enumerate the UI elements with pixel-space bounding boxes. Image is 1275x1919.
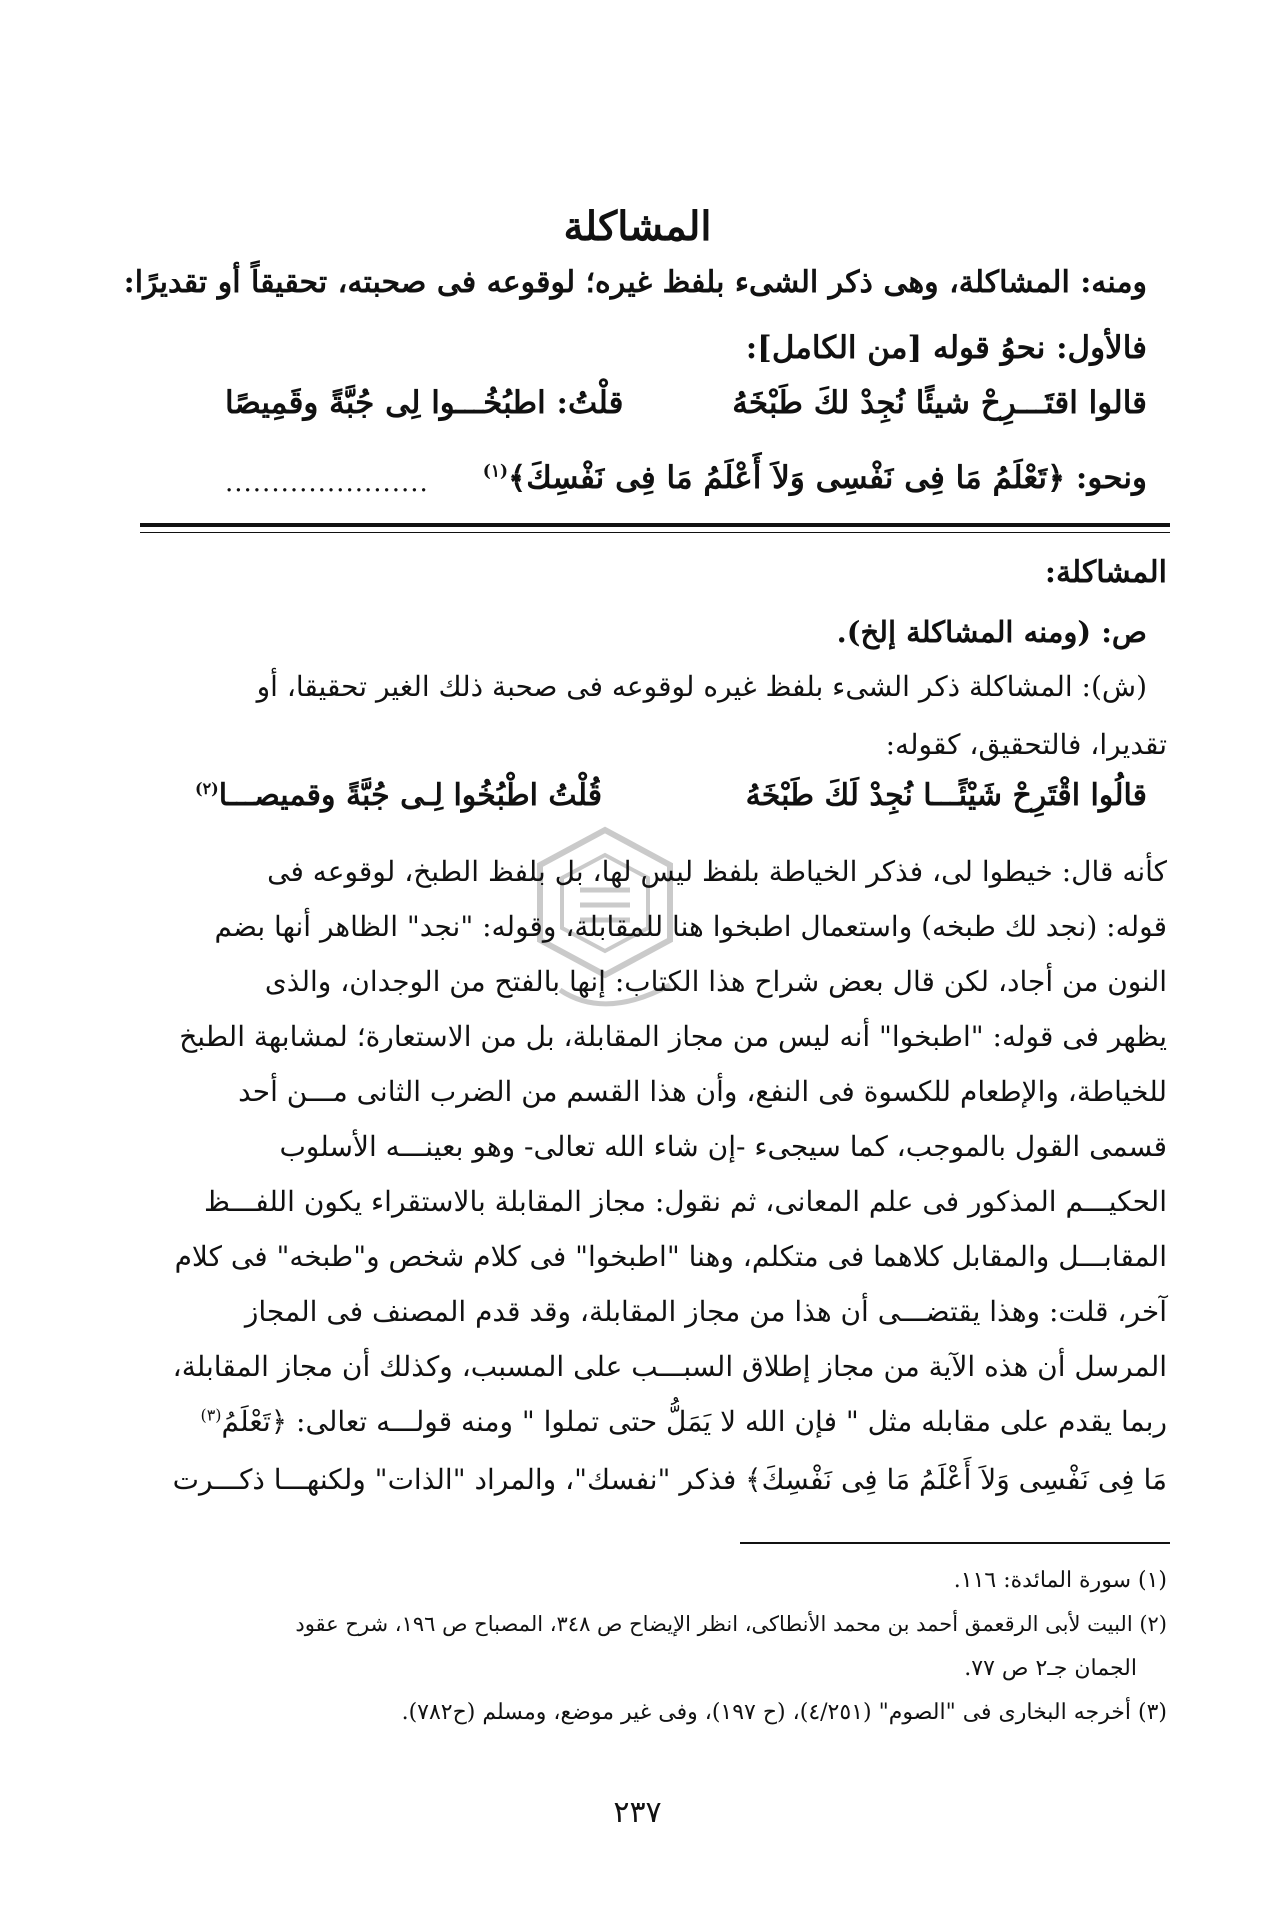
ayah-line xyxy=(483,460,1147,496)
body-line-2: قوله: (نجد لك طبخه) واستعمال اطبخوا هنا للمقابلة، وقوله: "نجد" الظاهر أنها بضم xyxy=(214,910,1167,943)
verse-footnote-ref: (٢) xyxy=(195,779,219,798)
shin-line-1: (ش): المشاكلة ذكر الشىء بلفظ غيره لوقوعه فى صحبة ذلك الغير تحقيقا، أو xyxy=(256,670,1147,703)
first-intro-line: فالأول: نحوُ قوله [من الكامل]: xyxy=(745,330,1147,366)
ayah-footnote-ref: (١) xyxy=(482,461,509,482)
body-line-4: يظهر فى قوله: "اطبخوا" أنه ليس من مجاز المقابلة، بل من الاستعارة؛ لمشابهة الطبخ xyxy=(179,1020,1167,1053)
section-divider-thin xyxy=(140,532,1170,533)
footnote-2-cont: الجمان جـ٢ ص ٧٧. xyxy=(964,1656,1137,1681)
sharh-verse-left xyxy=(195,778,602,813)
hadith-footnote-ref: (٣) xyxy=(200,1405,222,1425)
matn-verse-right: قالوا اقتَـــرِحْ شيئًا نُجِدْ لكَ طَبْخَهُ xyxy=(732,385,1147,421)
section-heading: المشاكلة xyxy=(563,203,712,250)
body-line-11 xyxy=(200,1405,1167,1438)
ayah-text: ونحو: ﴿تَعْلَمُ مَا فِى نَفْسِى وَلاَ أَعْلَمُ مَا فِى نَفْسِكَ﴾ xyxy=(508,460,1147,496)
definition-line: ومنه: المشاكلة، وهى ذكر الشىء بلفظ غيره؛ لوقوعه فى صحبته، تحقيقاً أو تقديرًا: xyxy=(123,265,1147,300)
commentary-heading: المشاكلة: xyxy=(1044,555,1167,590)
body-line-5: للخياطة، والإطعام للكسوة فى النفع، وأن هذا القسم من الضرب الثانى مـــن أحد xyxy=(238,1075,1167,1108)
footnote-1: (١) سورة المائدة: ١١٦. xyxy=(953,1568,1167,1593)
sad-line: ص: (ومنه المشاكلة إلخ). xyxy=(836,615,1147,649)
footnote-2: (٢) البيت لأبى الرقعمق أحمد بن محمد الأنطاكى، انظر الإيضاح ص ٣٤٨، المصباح ص ١٩٦، شرح عقود xyxy=(295,1612,1167,1636)
sharh-verse-right: قالُوا اقْتَرِحْ شَيْئًـــا نُجِدْ لَكَ طَبْخَهُ xyxy=(745,778,1147,813)
body-line-1: كأنه قال: خيطوا لى، فذكر الخياطة بلفظ ليس لها، بل بلفظ الطبخ، لوقوعه فى xyxy=(267,855,1167,888)
body-line-12: مَا فِى نَفْسِى وَلاَ أَعْلَمُ مَا فِى نَفْسِكَ﴾ فذكر "نفسك"، والمراد "الذات" ولكنهـــا ذكـــرت xyxy=(172,1463,1167,1496)
footnote-divider xyxy=(740,1542,1170,1544)
footnote-3: (٣) أخرجه البخارى فى "الصوم" (٤/٢٥١)، (ح ١٩٧)، وفى غير موضع، ومسلم (ح٧٨٢). xyxy=(401,1700,1167,1725)
body-line-10: المرسل أن هذه الآية من مجاز إطلاق السبـــب على المسبب، وكذلك أن مجاز المقابلة، xyxy=(172,1350,1167,1383)
sharh-verse-left-text: قُلْتُ اطْبُخُوا لِـى جُبَّةً وقميصـــا xyxy=(218,778,603,813)
page-number: ٢٣٧ xyxy=(613,1795,662,1830)
shin-line-2: تقديرا، فالتحقيق، كقوله: xyxy=(885,728,1167,761)
ellipsis-dots: ...................... xyxy=(225,468,429,498)
section-divider-thick xyxy=(140,523,1170,527)
body-line-7: الحكيـــم المذكور فى علم المعانى، ثم نقول: مجاز المقابلة بالاستقراء يكون اللفـــظ xyxy=(204,1185,1167,1218)
body-line-6: قسمى القول بالموجب، كما سيجىء -إن شاء الله تعالى- وهو بعينـــه الأسلوب xyxy=(279,1130,1167,1163)
body-line-8: المقابـــل والمقابل كلاهما فى متكلم، وهنا "اطبخوا" فى كلام شخص و"طبخه" فى كلام xyxy=(174,1240,1167,1273)
body-line-3: النون من أجاد، لكن قال بعض شراح هذا الكتاب: إنها بالفتح من الوجدان، والذى xyxy=(264,965,1167,998)
body-line-9: آخر، قلت: وهذا يقتضـــى أن هذا من مجاز المقابلة، وقد قدم المصنف فى المجاز xyxy=(244,1295,1167,1328)
matn-verse-left: قلْتُ: اطبُخُـــوا لِى جُبَّةً وقَمِيصًا xyxy=(225,385,624,421)
body-line-11-text: ربما يقدم على مقابله مثل " فإن الله لا يَمَلُّ حتى تملوا " ومنه قولـــه تعالى: ﴿تَعْلَمُ xyxy=(221,1405,1167,1438)
